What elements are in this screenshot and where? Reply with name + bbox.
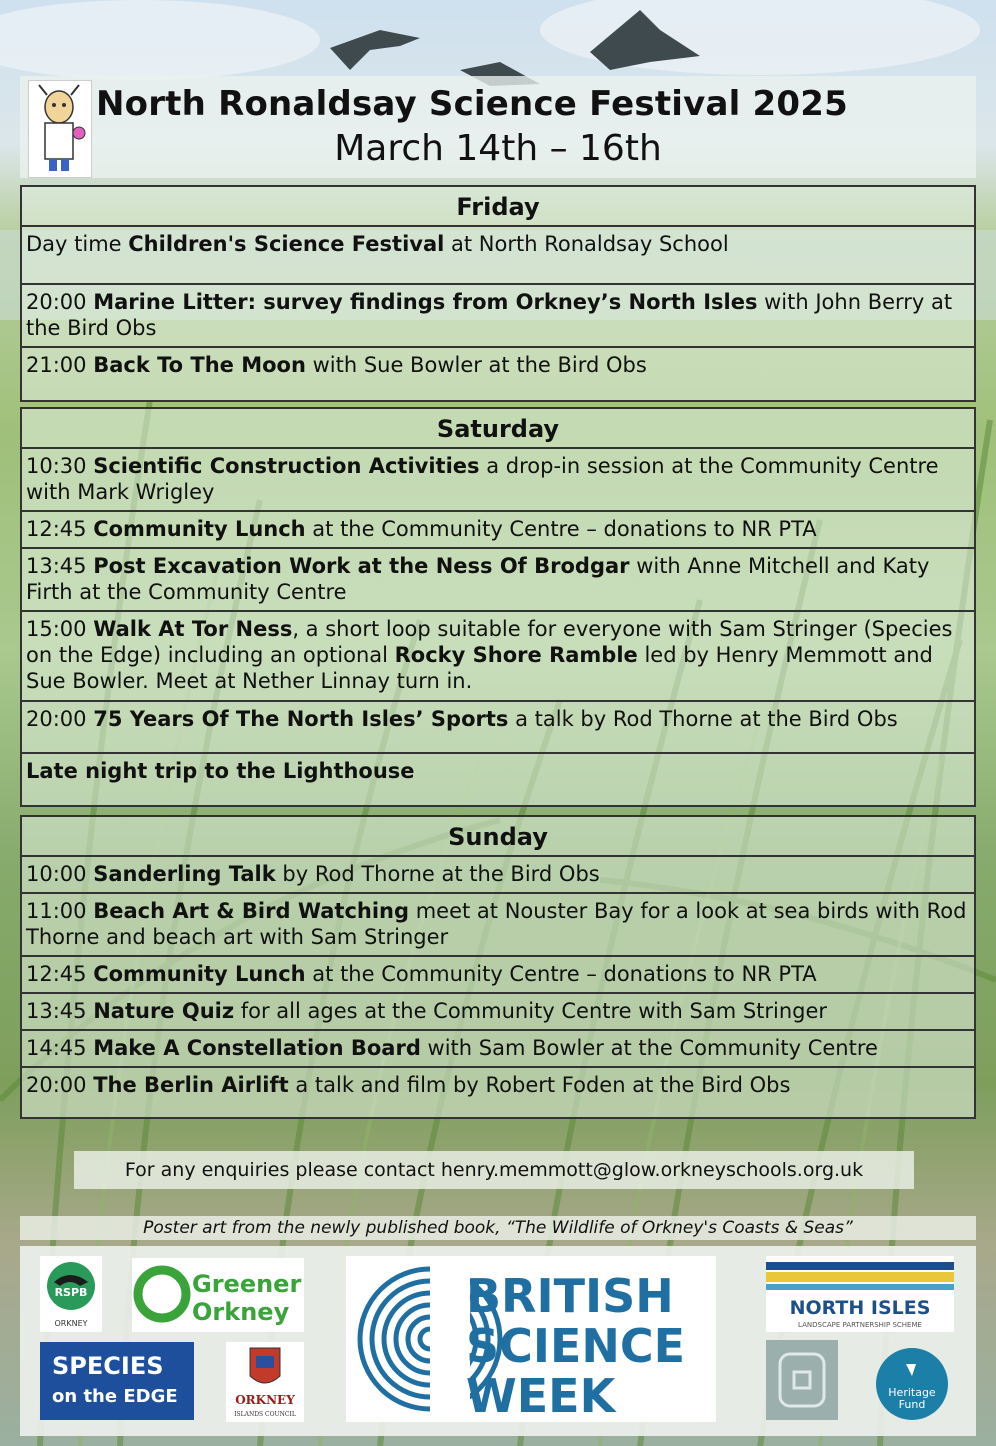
event-details: at the Community Centre – donations to NR PTA <box>305 962 817 986</box>
event-row <box>22 285 974 348</box>
event-details: a talk and film by Robert Foden at the Bird Obs <box>288 1073 791 1097</box>
event-title: The Berlin Airlift <box>93 1073 289 1097</box>
event-row <box>22 1068 974 1117</box>
event-row <box>22 754 974 805</box>
event-row <box>22 348 974 400</box>
council-logo-line2: ISLANDS COUNCIL <box>234 1411 296 1418</box>
heritage-logo-line2: Fund <box>898 1398 926 1411</box>
event-title: Walk At Tor Ness <box>93 617 293 641</box>
rspb-logo <box>40 1256 102 1332</box>
event-title: Back To The Moon <box>93 353 306 377</box>
rspb-logo-text: RSPB <box>54 1286 88 1299</box>
heritage-fund-logo <box>872 1346 952 1422</box>
event-row <box>22 957 974 994</box>
heritage-logo-line1: Heritage <box>888 1386 936 1399</box>
event-title: Late night trip to the Lighthouse <box>26 759 415 783</box>
event-title: Community Lunch <box>93 517 306 541</box>
event-time: 15:00 <box>26 617 94 641</box>
event-details: with Sue Bowler at the Bird Obs <box>305 353 647 377</box>
event-title: Community Lunch <box>93 962 306 986</box>
council-logo-line1: ORKNEY <box>235 1393 295 1407</box>
event-time: 20:00 <box>26 1073 94 1097</box>
event-title: Nature Quiz <box>93 999 235 1023</box>
bsw-logo-line3: WEEK <box>466 1369 616 1422</box>
event-row <box>22 894 974 957</box>
event-title: Beach Art & Bird Watching <box>93 899 410 923</box>
event-row <box>22 702 974 754</box>
event-details: at the Community Centre – donations to NR PTA <box>305 517 817 541</box>
broch-emblem-logo <box>766 1340 838 1420</box>
event-row <box>22 1031 974 1068</box>
event-title: Scientific Construction Activities <box>93 454 480 478</box>
species-logo-line2: on the EDGE <box>52 1386 178 1407</box>
day-heading: Friday <box>22 187 974 227</box>
event-details: with Sam Bowler at the Community Centre <box>420 1036 878 1060</box>
day-section-saturday <box>20 407 976 807</box>
orkney-council-logo <box>226 1342 304 1422</box>
event-details: meet at Nouster Bay for a look at sea birds with Rod Thorne and beach art with Sam Stringer <box>26 899 967 949</box>
event-row <box>22 994 974 1031</box>
page-title: North Ronaldsay Science Festival 2025 <box>96 84 848 124</box>
event-title: Make A Constellation Board <box>93 1036 421 1060</box>
event-title: Post Excavation Work at the Ness Of Brodgar <box>93 554 630 578</box>
event-details: with John Berry at the Bird Obs <box>26 290 953 340</box>
event-row <box>22 612 974 702</box>
sponsor-logos-panel <box>20 1246 976 1436</box>
festival-dates: March 14th – 16th <box>334 128 662 169</box>
event-time: 20:00 <box>26 707 94 731</box>
geese-icon <box>330 10 700 86</box>
event-subtitle: Rocky Shore Ramble <box>394 643 638 667</box>
event-pre: Day time <box>26 232 129 256</box>
event-row <box>22 549 974 612</box>
bsw-logo-line1: BRITISH <box>466 1269 674 1323</box>
day-section-friday <box>20 185 976 402</box>
greener-logo-line2: Orkney <box>192 1298 290 1326</box>
event-title: Children's Science Festival <box>128 232 445 256</box>
event-details: , a short loop suitable for everyone with Sam Stringer (Species on the Edge) including an optional <box>26 617 953 667</box>
event-time: 10:00 <box>26 862 94 886</box>
event-time: 12:45 <box>26 517 94 541</box>
north-isles-logo-line2: LANDSCAPE PARTNERSHIP SCHEME <box>798 1321 922 1329</box>
day-heading: Saturday <box>22 409 974 449</box>
event-details: with Anne Mitchell and Katy Firth at the Community Centre <box>26 554 930 604</box>
event-time: 12:45 <box>26 962 94 986</box>
event-time: 13:45 <box>26 999 94 1023</box>
north-isles-logo-line1: NORTH ISLES <box>789 1297 931 1319</box>
greener-orkney-logo <box>132 1258 304 1332</box>
event-details: for all ages at the Community Centre with Sam Stringer <box>234 999 828 1023</box>
british-science-week-logo <box>346 1256 716 1422</box>
event-title: Marine Litter: survey findings from Orkney’s North Isles <box>93 290 758 314</box>
event-details: a drop-in session at the Community Centre with Mark Wrigley <box>26 454 939 504</box>
event-details-2: led by Henry Memmott and Sue Bowler. Meet at Nether Linnay turn in. <box>26 643 933 693</box>
north-isles-logo <box>766 1256 954 1332</box>
event-row <box>22 857 974 894</box>
event-details: at North Ronaldsay School <box>444 232 729 256</box>
contact-info: For any enquiries please contact henry.memmott@glow.orkneyschools.org.uk <box>74 1151 914 1189</box>
rspb-logo-sub: ORKNEY <box>54 1319 88 1328</box>
event-time: 10:30 <box>26 454 94 478</box>
event-title: 75 Years Of The North Isles’ Sports <box>93 707 509 731</box>
event-details: by Rod Thorne at the Bird Obs <box>275 862 600 886</box>
event-row <box>22 512 974 549</box>
event-row <box>22 227 974 285</box>
event-time: 11:00 <box>26 899 94 923</box>
event-time: 20:00 <box>26 290 94 314</box>
poster-credit: Poster art from the newly published book, “The Wildlife of Orkney's Coasts & Seas” <box>20 1216 976 1240</box>
species-logo-line1: SPECIES <box>52 1352 164 1380</box>
greener-logo-line1: Greener <box>192 1270 302 1298</box>
event-time: 14:45 <box>26 1036 94 1060</box>
event-time: 21:00 <box>26 353 94 377</box>
event-title: Sanderling Talk <box>93 862 276 886</box>
species-on-the-edge-logo <box>40 1342 194 1420</box>
event-time: 13:45 <box>26 554 94 578</box>
bsw-logo-line2: SCIENCE <box>466 1319 686 1373</box>
event-details: a talk by Rod Thorne at the Bird Obs <box>508 707 898 731</box>
day-section-sunday <box>20 815 976 1119</box>
day-heading: Sunday <box>22 817 974 857</box>
event-row <box>22 449 974 512</box>
